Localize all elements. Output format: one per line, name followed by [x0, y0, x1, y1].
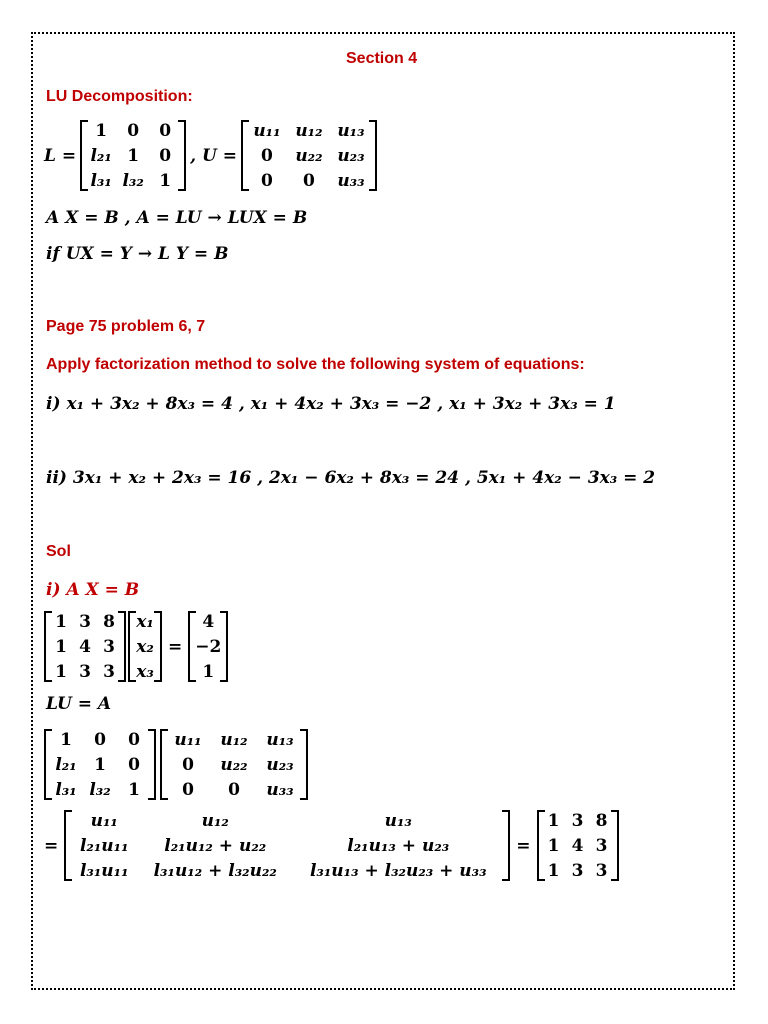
matrix-U: [160, 727, 308, 802]
vector-X: [128, 609, 162, 684]
matrix-cell: 1: [60, 729, 72, 750]
vector-cell: x₁: [136, 611, 154, 632]
equals-sign: =: [168, 636, 183, 657]
matrix-cell: 0: [261, 170, 273, 191]
matrix-cell: u₃₃: [266, 779, 294, 800]
matrix-cell: 0: [182, 779, 194, 800]
matrix-U-def: [241, 118, 377, 193]
vector-cell: x₂: [136, 636, 154, 657]
matrix-cell: 1: [94, 754, 106, 775]
matrix-cell: u₂₃: [337, 145, 365, 166]
matrix-cell: u₁₃: [337, 120, 365, 141]
matrix-cell: l₂₁u₁₁: [79, 835, 129, 856]
matrix-cell: 1: [128, 779, 140, 800]
matrix-cell: 1: [95, 120, 108, 141]
vector-B: [188, 609, 228, 684]
matrix-A: [44, 609, 126, 684]
matrix-cell: 4: [571, 835, 584, 856]
sol-i-axb: i) A X = B: [46, 580, 140, 600]
matrix-cell: 0: [261, 145, 273, 166]
matrix-cell: l₂₁: [90, 145, 112, 166]
system-i-prefix: i): [46, 394, 61, 414]
matrix-cell: 1: [547, 860, 560, 881]
matrix-cell: u₁₁: [90, 810, 118, 831]
matrix-cell: 0: [127, 120, 140, 141]
lu-product: [44, 727, 308, 802]
system-i-equations: x₁ + 3x₂ + 8x₃ = 4 , x₁ + 4x₂ + 3x₃ = −2 , x₁ + 3x₂ + 3x₃ = 1: [66, 394, 616, 414]
matrix-cell: 8: [595, 810, 608, 831]
equation-if-ux: if UX = Y → L Y = B: [46, 244, 229, 264]
system-ii-prefix: ii): [46, 468, 67, 488]
lu-expanded-equation: [44, 808, 619, 883]
U-label: , U =: [190, 145, 237, 166]
matrix-cell: u₁₃: [384, 810, 412, 831]
system-ii-equations: 3x₁ + x₂ + 2x₃ = 16 , 2x₁ − 6x₂ + 8x₃ = 24 , 5x₁ + 4x₂ − 3x₃ = 2: [72, 468, 656, 488]
vector-cell: x₃: [136, 661, 154, 682]
sol-heading: Sol: [46, 543, 71, 560]
equation-axb: A X = B , A = LU → LUX = B: [46, 208, 308, 228]
matrix-cell: 0: [182, 754, 194, 775]
matrix-cell: 0: [128, 754, 140, 775]
vector-cell: −2: [195, 636, 222, 657]
system-ii: [46, 468, 655, 488]
matrix-cell: l₃₂: [89, 779, 111, 800]
matrix-cell: u₃₃: [337, 170, 365, 191]
matrix-cell: l₃₁u₁₁: [79, 860, 129, 881]
matrix-L: [44, 727, 156, 802]
matrix-cell: l₃₁u₁₃ + l₃₂u₂₃ + u₃₃: [309, 860, 487, 881]
matrix-cell: 0: [94, 729, 106, 750]
matrix-cell: u₂₂: [220, 754, 248, 775]
matrix-cell: 1: [159, 170, 172, 191]
equals-sign-left: =: [44, 835, 59, 856]
matrix-cell: u₁₂: [201, 810, 229, 831]
matrix-cell: l₂₁: [55, 754, 77, 775]
matrix-cell: 1: [547, 810, 560, 831]
matrix-cell: u₂₃: [266, 754, 294, 775]
matrix-A-result: [537, 808, 619, 883]
matrix-cell: l₃₂: [122, 170, 144, 191]
matrix-cell: 4: [79, 636, 91, 657]
matrix-cell: u₁₂: [295, 120, 323, 141]
matrix-cell: l₃₁: [55, 779, 77, 800]
matrix-cell: l₃₁u₁₂ + l₃₂u₂₂: [153, 860, 277, 881]
matrix-cell: 0: [159, 145, 172, 166]
matrix-cell: 0: [159, 120, 172, 141]
vector-cell: 4: [202, 611, 215, 632]
matrix-cell: u₂₂: [295, 145, 323, 166]
matrix-cell: 3: [79, 611, 91, 632]
matrix-equation-axb: [44, 609, 228, 684]
matrix-cell: 1: [55, 636, 67, 657]
heading-page-problem: Page 75 problem 6, 7: [46, 318, 206, 335]
section-title: Section 4: [346, 50, 418, 67]
matrix-cell: 3: [595, 835, 608, 856]
vector-cell: 1: [202, 661, 215, 682]
heading-lu-decomposition: LU Decomposition:: [46, 88, 193, 105]
matrix-cell: 0: [228, 779, 240, 800]
matrix-cell: u₁₁: [253, 120, 281, 141]
matrix-cell: l₂₁u₁₂ + u₂₂: [164, 835, 267, 856]
matrix-cell: 3: [79, 661, 91, 682]
matrix-cell: 3: [103, 661, 115, 682]
L-label: L =: [44, 145, 77, 166]
matrix-cell: 3: [103, 636, 115, 657]
matrix-cell: 0: [303, 170, 315, 191]
matrix-LU-product: [64, 808, 510, 883]
matrix-cell: u₁₁: [174, 729, 202, 750]
matrix-cell: 0: [128, 729, 140, 750]
matrix-cell: 1: [547, 835, 560, 856]
matrix-L-def: [80, 118, 186, 193]
matrix-cell: u₁₂: [220, 729, 248, 750]
matrix-cell: u₁₃: [266, 729, 294, 750]
matrix-cell: 3: [571, 810, 584, 831]
matrix-cell: 1: [55, 611, 67, 632]
heading-apply-factorization: Apply factorization method to solve the following system of equations:: [46, 356, 585, 373]
equals-sign-right: =: [516, 835, 531, 856]
system-i: [46, 394, 616, 414]
matrix-cell: 1: [55, 661, 67, 682]
matrix-cell: 1: [127, 145, 140, 166]
matrix-cell: 3: [571, 860, 584, 881]
equation-lu-a: LU = A: [46, 694, 112, 714]
matrix-cell: 3: [595, 860, 608, 881]
matrix-cell: l₃₁: [90, 170, 112, 191]
lu-definition: [44, 118, 377, 193]
matrix-cell: 8: [103, 611, 115, 632]
matrix-cell: l₂₁u₁₃ + u₂₃: [347, 835, 450, 856]
